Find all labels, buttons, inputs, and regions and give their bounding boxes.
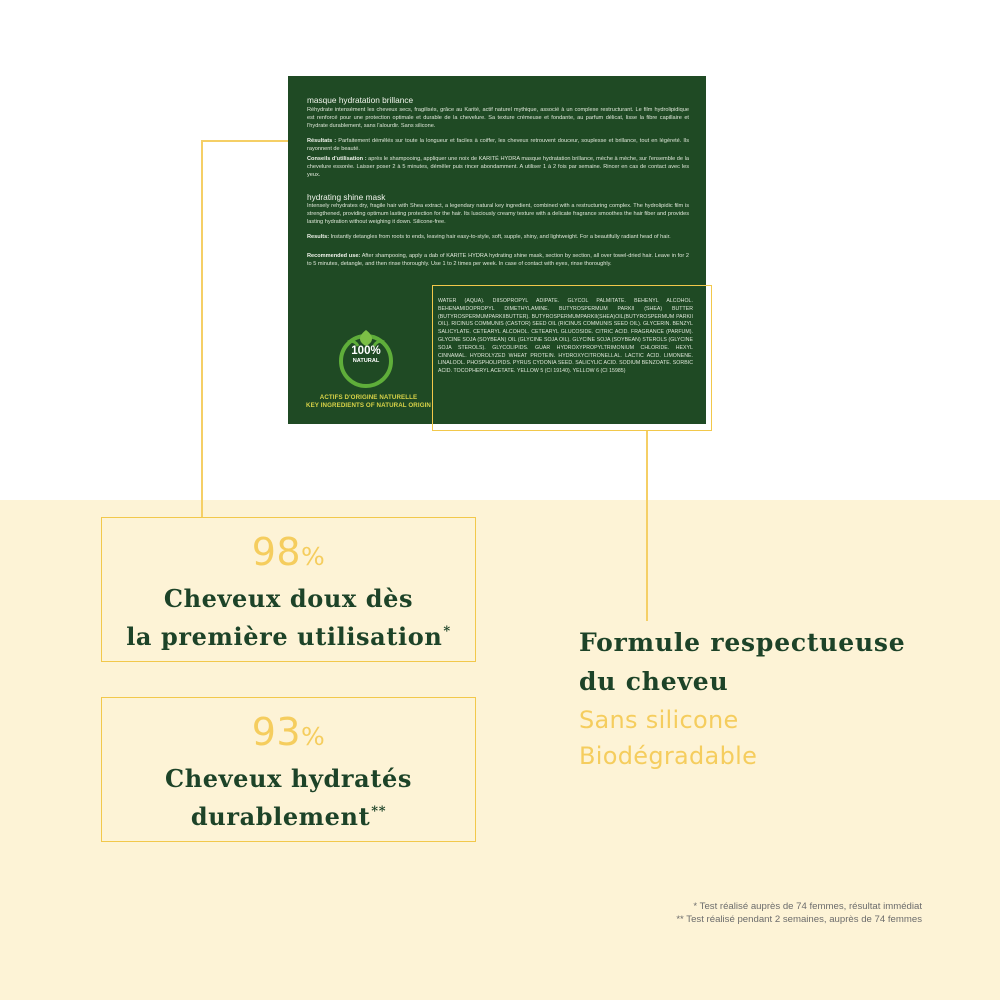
badge-label: NATURAL [352, 358, 380, 364]
french-product-title: masque hydratation brillance [307, 95, 414, 105]
footnote-2: ** Test réalisé pendant 2 semaines, auprès de 74 femmes [676, 914, 922, 925]
badge-caption-en: KEY INGREDIENTS OF NATURAL ORIGIN [306, 402, 431, 409]
stat-percentage: 98% [251, 530, 326, 574]
ingredients-highlight-frame [432, 285, 712, 431]
stat-box-soft-hair [101, 517, 476, 662]
connector-line [646, 431, 648, 621]
french-results: Résultats : Parfaitement démêlés sur toute la longueur et faciles à coiffer, les cheveux retrouvent douceur, souplesse et brillance, tout en légèreté. Ils rayonnent de beauté. [307, 138, 689, 152]
footnote-marker: * [443, 624, 451, 639]
stat-percentage: 93% [251, 710, 326, 754]
footnote-marker: ** [371, 804, 387, 819]
formula-point-biodegradable: Biodégradable [579, 742, 758, 770]
formula-title-line-1: Formule respectueuse [579, 628, 906, 657]
stat-box-hydrated-hair [101, 697, 476, 842]
english-results: Results: Instantly detangles from roots to ends, leaving hair easy-to-style, soft, supple, shiny, and lightweight. For a beautifully radiant head of hair. [307, 234, 671, 240]
natural-badge [336, 328, 396, 390]
footnote-1: * Test réalisé auprès de 74 femmes, résultat immédiat [693, 901, 922, 912]
badge-value: 100% [351, 345, 381, 357]
stat-label-line-1: Cheveux doux dès [163, 584, 414, 613]
french-description: Réhydrate intensément les cheveux secs, fragilisés, grâce au Karité, actif naturel mythique, associé à un complexe restructurant. Le film hydrolipidique est renforcé pour une protection optimale et durable de la chevelure. Sa texture crémeuse et fondante, au parfum délicat, lisse la fibre capillaire et l'hydrate durablement, sans l'alourdir. Sans silicone. [307, 107, 689, 129]
ingredients-list: WATER (AQUA). DIISOPROPYL ADIPATE. GLYCOL PALMITATE. BEHENYL ALCOHOL. BEHENAMIDOPROPYL DIMETHYLAMINE. BUTYROSPERMUM PARKII (SHEA) BUTTER (BUTYROSPERMUMPARKIIBUTTER). BUTYROSPERMUMPARKII(SHEA)OIL(BUTYROSPERMUM PARKII OIL). RICINUS COMMUNIS (CASTOR) SEED OIL (RICINUS COMMUNIS SEED OIL). GLYCERIN. BENZYL SALICYLATE. CETEARYL ALCOHOL. CETEARYL GLUCOSIDE. CITRIC ACID. FRAGRANCE (PARFUM). GLYCINE SOJA (SOYBEAN) OIL (GLYCINE SOJA OIL). GLYCINE SOJA (SOYBEAN) STEROLS (GLYCINE SOJA STEROLS). GLYCOLIPIDS. GUAR HYDROXYPROPYLTRIMONIUM CHLORIDE. HEXYL CINNAMAL. HYDROLYZED WHEAT PROTEIN. HYDROXYCITRONELLAL. LACTIC ACID. LIMONENE. LINALOOL. PHOSPHOLIPIDS. PYRUS CYDONIA SEED. SALICYLIC ACID. SODIUM BENZOATE. SORBIC ACID. TOCOPHERYL ACETATE. YELLOW 5 (CI 19140). YELLOW 6 (CI 15985) [438, 298, 693, 375]
french-usage: Conseils d'utilisation : après le shampooing, appliquer une noix de KARITÉ HYDRA masque hydratation brillance, mèche à mèche, sur l'ensemble de la chevelure essorée. Laisser poser 2 à 5 minutes, démêler puis rincer abondamment. A utiliser 1 à 2 fois par semaine. Rincer en cas de contact avec les yeux. [307, 156, 689, 178]
stat-label-line-2: durablement** [190, 802, 387, 831]
connector-line [201, 140, 288, 142]
stat-label-line-1: Cheveux hydratés [165, 764, 412, 793]
english-product-title: hydrating shine mask [307, 192, 386, 202]
english-usage: Recommended use: After shampooing, apply a dab of KARITE HYDRA hydrating shine mask, section by section, all over towel-dried hair. Leave in for 2 to 5 minutes, detangle, and then rinse thoroughly. Use 1 to 2 times per week. In case of contact with eyes, rinse thoroughly. [307, 253, 690, 267]
stat-label-line-2: la première utilisation* [126, 622, 451, 651]
formula-title-line-2: du cheveu [579, 667, 729, 696]
formula-point-silicone-free: Sans silicone [579, 706, 739, 734]
english-description: Intensely rehydrates dry, fragile hair with Shea extract, a legendary natural key ingredient, combined with a restructuring complex. The hydrolipidic film is strengthened, providing optimum lasting protection for the hair. Its lusciously creamy texture with a delicate fragrance smoothes the hair fiber and provides lasting hydration without weighing it down. Silicone-free. [307, 203, 689, 225]
connector-line [201, 140, 203, 518]
badge-caption-fr: ACTIFS D'ORIGINE NATURELLE [319, 394, 418, 401]
